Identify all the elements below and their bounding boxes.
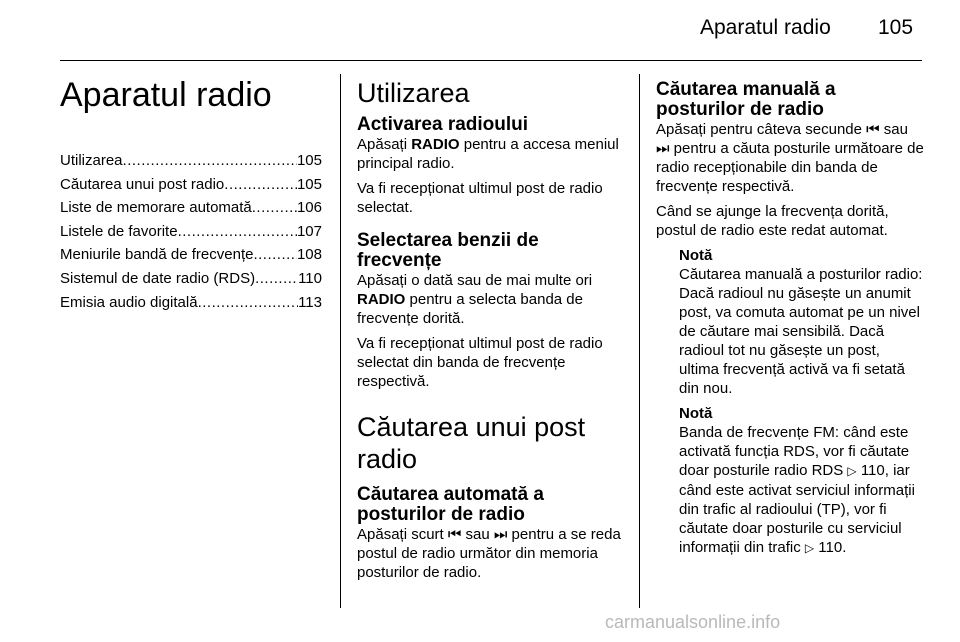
subsection-title-activarea: Activarea radioului: [357, 114, 529, 135]
column-divider-1: [340, 74, 341, 608]
page-ref-arrow-icon: ▷: [804, 541, 815, 555]
text: pentru a selecta banda de frecvențe dorită.: [357, 291, 583, 327]
table-of-contents: [60, 149, 322, 314]
note-2: [679, 404, 924, 558]
toc-entry[interactable]: [60, 291, 322, 315]
text: Apăsați: [357, 136, 408, 153]
toc-entry[interactable]: [60, 220, 322, 244]
toc-entry-label: Meniurile bandă de frecvențe: [60, 246, 254, 264]
text: , iar când este activat serviciul informații din trafic al radioului (TP), vor fi căutate doar posturile cu serviciul informații din trafic: [679, 462, 915, 556]
header-rule: [60, 60, 922, 61]
paragraph: Apăsați scurt ⏮ sau ⏭ pentru a se reda postul de radio următor din memoria posturilor de radio.: [357, 526, 621, 581]
subsection-title-automata: Căutarea automată a posturilor de radio: [357, 484, 544, 525]
note-title: Notă: [679, 247, 713, 264]
column-2: [357, 77, 627, 588]
paragraph: Va fi recepționat ultimul post de radio selectat.: [357, 180, 603, 216]
toc-leader-dots: [253, 243, 297, 267]
toc-leader-dots: [178, 220, 297, 244]
column-3: [656, 80, 924, 564]
paragraph: Apăsați pentru câteva secunde ⏮ sau ⏭ pentru a căuta posturile următoare de radio recepționabile din banda de frecvențe respectivă.: [656, 121, 924, 195]
note-title: Notă: [679, 405, 713, 422]
text: Apăsați o dată sau de mai multe ori: [357, 272, 593, 289]
note-text: [679, 423, 924, 558]
note-1: [679, 246, 924, 398]
toc-leader-dots: [224, 173, 297, 197]
toc-entry[interactable]: [60, 149, 322, 173]
toc-entry-label: Căutarea unui post radio: [60, 175, 225, 193]
toc-leader-dots: [198, 291, 299, 315]
note-text: Căutarea manuală a posturilor radio: Dacă radioul nu găsește un anumit post, va comuta automat pe un nivel de căutare mai sensibilă. Dacă radioul tot nu găsește un post, ultima frecvență activă va fi setată din nou.: [679, 266, 923, 397]
toc-entry-page: 113: [298, 293, 322, 311]
page-ref[interactable]: 110: [860, 462, 885, 479]
paragraph: [357, 135, 627, 173]
chapter-title: Aparatul radio: [60, 76, 272, 114]
toc-entry-page: 105: [296, 152, 322, 169]
text: Banda de frecvențe FM: când este activată funcția RDS, vor fi căutate doar posturile radio RDS: [679, 424, 910, 479]
toc-entry-label: Liste de memorare automată: [60, 199, 252, 217]
toc-entry[interactable]: [60, 196, 322, 220]
toc-entry[interactable]: [60, 267, 322, 291]
radio-button-ref: RADIO: [357, 291, 406, 308]
toc-entry-page: 107: [296, 222, 322, 240]
toc-leader-dots: [123, 149, 297, 173]
running-header-title: Aparatul radio: [700, 16, 831, 39]
text: pentru a accesa meniul principal radio.: [357, 136, 619, 172]
watermark: carmanualsonline.info: [605, 612, 781, 632]
toc-entry[interactable]: [60, 173, 322, 197]
section-title-utilizarea: Utilizarea: [357, 78, 470, 108]
toc-entry-label: Emisia audio digitală: [60, 293, 198, 311]
toc-entry[interactable]: [60, 243, 322, 267]
toc-leader-dots: [255, 267, 298, 291]
toc-leader-dots: [252, 196, 297, 220]
text: .: [842, 539, 847, 556]
subsection-title-selectarea: Selectarea benzii de frecvențe: [357, 230, 539, 271]
page-ref-arrow-icon: ▷: [847, 464, 857, 478]
toc-entry-label: Sistemul de date radio (RDS): [60, 269, 256, 287]
toc-entry-page: 105: [296, 175, 322, 193]
paragraph: [357, 271, 627, 328]
page-ref[interactable]: 110: [818, 539, 843, 556]
toc-entry-page: 110: [298, 269, 322, 287]
paragraph: Când se ajunge la frecvența dorită, postul de radio este redat automat.: [656, 203, 889, 239]
toc-entry-label: Utilizarea: [60, 152, 123, 169]
toc-entry-page: 108: [296, 246, 322, 264]
section-title-cautarea: Căutarea unui post radio: [357, 412, 586, 474]
column-divider-2: [639, 74, 640, 608]
subsection-title-manuala: Căutarea manuală a posturilor de radio: [656, 79, 836, 120]
page-number: 105: [878, 16, 914, 39]
toc-entry-page: 106: [296, 199, 322, 217]
paragraph: Va fi recepționat ultimul post de radio selectat din banda de frecvențe respectivă.: [357, 335, 603, 390]
toc-entry-label: Listele de favorite: [60, 222, 178, 240]
radio-button-ref: RADIO: [411, 136, 460, 153]
